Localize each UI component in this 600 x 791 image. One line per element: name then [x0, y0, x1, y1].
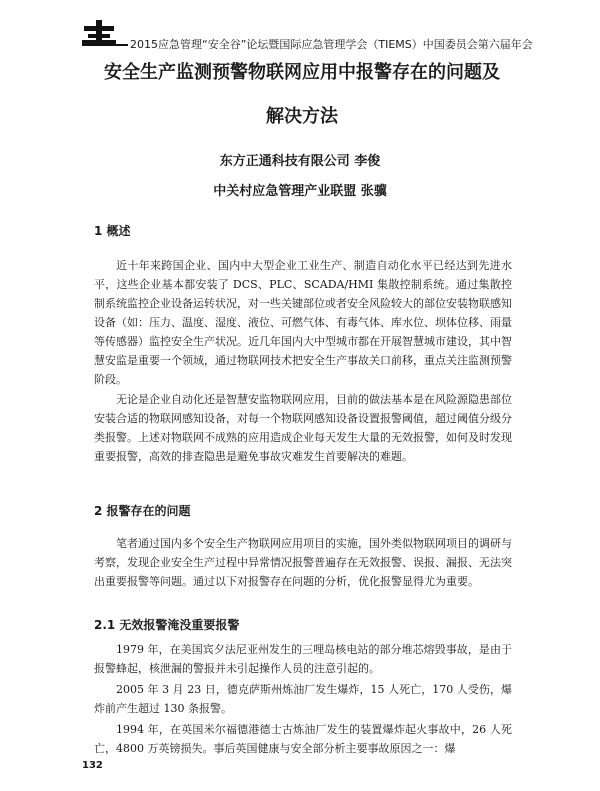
body-paragraph: 近十年来跨国企业、国内中大型企业工业生产、制造自动化水平已经达到先进水平，这些企业基本都安装了 DCS、PLC、SCADA/HMI 集散控制系统。通过集散控制系统监控企业设备运转状况，对一些关键部位或者安全风险较大的部位安装物联感知设备（如：压力、温度、湿度、液位、可燃气体、有毒气体、库水位、坝体位移、雨量等传感器）监控安全生产状况。近几年国内大中型城市都在开展智慧城市建设，其中智慧安监是重要一个领域，通过物联网技术把安全生产事故关口前移，重点关注监测预警阶段。 — [94, 259, 512, 386]
body-paragraph: 笔者通过国内多个安全生产物联网应用项目的实施，国外类似物联网项目的调研与考察，发现企业安全生产过程中异常情况报警普遍存在无效报警、误报、漏报、无法突出重要报警等问题。通过以下对报警存在问题的分析，优化报警显得尤为重要。 — [94, 537, 512, 588]
conference-logo — [82, 20, 116, 46]
author-line-2: 中关村应急管理产业联盟 张骥 — [213, 184, 387, 199]
section-heading-overview: 1 概述 — [94, 224, 131, 238]
subsection-heading-invalid-alarms: 2.1 无效报警淹没重要报警 — [94, 618, 240, 632]
section-heading-alarm-problems: 2 报警存在的问题 — [94, 504, 191, 518]
header-rule — [82, 44, 128, 46]
body-paragraph: 1979 年，在美国宾夕法尼亚州发生的三哩岛核电站的部分堆芯熔毁事故，是由于报警蜂起，核泄漏的警报并未引起操作人员的注意引起的。 — [94, 643, 512, 675]
running-header: 2015应急管理“安全谷”论坛暨国际应急管理学会（TIEMS）中国委员会第六届年会 — [130, 38, 533, 51]
body-paragraph: 无论是企业自动化还是智慧安监物联网应用，目前的做法基本是在风险源隐患部位安装合适的物联网感知设备，对每一个物联网感知设备设置报警阈值，超过阈值分级分类报警。上述对物联网不成熟的应用造成企业每天发生大量的无效报警，如何及时发现重要报警，高效的排查隐患是避免事故灾难发生首要解决的难题。 — [94, 393, 512, 463]
body-paragraph: 2005 年 3 月 23 日，德克萨斯州炼油厂发生爆炸，15 人死亡，170 人受伤，爆炸前产生超过 130 条报警。 — [94, 683, 512, 715]
paper-title-line-2: 解决方法 — [266, 106, 338, 127]
author-line-1: 东方正通科技有限公司 李俊 — [219, 154, 381, 169]
body-paragraph: 1994 年，在英国米尔福德港德士古炼油厂发生的装置爆炸起火事故中，26 人死亡，4800 万英镑损失。事后英国健康与安全部分析主要事故原因之一：爆 — [94, 723, 512, 755]
page-number: 132 — [82, 760, 103, 771]
paper-title-line-1: 安全生产监测预警物联网应用中报警存在的问题及 — [104, 62, 500, 83]
